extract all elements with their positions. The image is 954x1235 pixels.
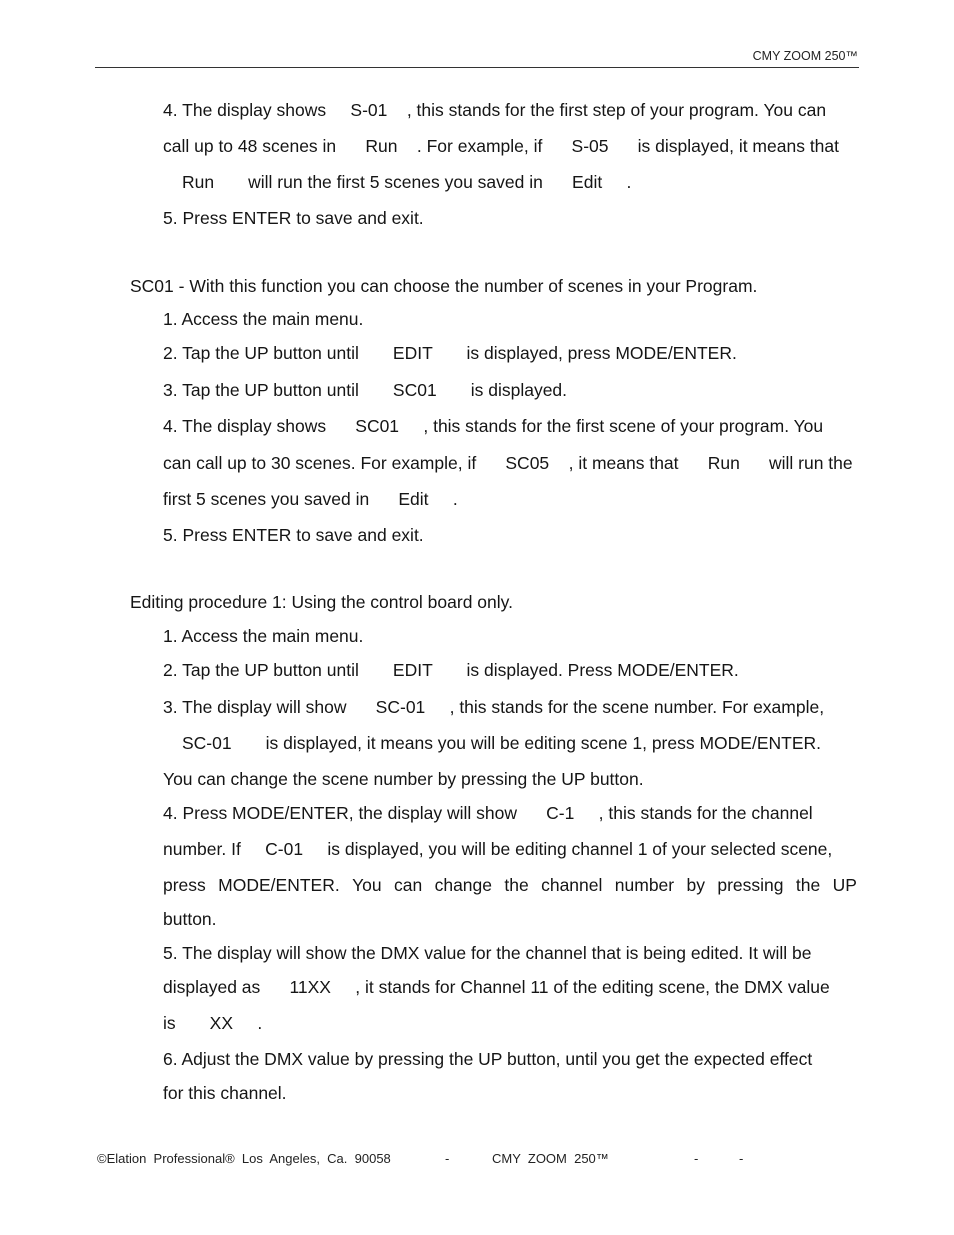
text-line: is XX . [163, 1013, 263, 1033]
text-line: button. [163, 909, 217, 929]
justified-text-line [163, 874, 857, 896]
header-title: CMY ZOOM 250™ [752, 49, 858, 63]
justified-word: pressing [717, 875, 784, 895]
text-line: call up to 48 scenes in Run . For example, if S-05 is displayed, it means that [163, 136, 840, 156]
justified-word: UP [832, 875, 857, 895]
justified-word: the [795, 875, 821, 895]
text-line: 4. The display shows S-01 , this stands for the first step of your program. You can [163, 100, 827, 120]
footer-separator: - [739, 1151, 744, 1166]
justified-word: number [614, 875, 675, 895]
justified-word: the [504, 875, 529, 895]
text-line: 3. The display will show SC-01 , this stands for the scene number. For example, [163, 697, 825, 717]
section-heading: Editing procedure 1: Using the control board only. [130, 592, 513, 612]
footer-copyright: ©Elation Professional® Los Angeles, Ca. 90058 [97, 1151, 391, 1166]
text-line: 2. Tap the UP button until EDIT is displayed, press MODE/ENTER. [163, 343, 737, 363]
text-line: 5. Press ENTER to save and exit. [163, 208, 424, 228]
justified-word: channel [541, 875, 603, 895]
text-line: 5. Press ENTER to save and exit. [163, 525, 424, 545]
text-line: 4. The display shows SC01 , this stands for the first scene of your program. You [163, 416, 824, 436]
text-line: number. If C-01 is displayed, you will be editing channel 1 of your selected scene, [163, 839, 833, 859]
text-line: 5. The display will show the DMX value for the channel that is being edited. It will be [163, 943, 812, 963]
text-line: SC-01 is displayed, it means you will be editing scene 1, press MODE/ENTER. [182, 733, 822, 753]
justified-word: can [394, 875, 423, 895]
text-line: 6. Adjust the DMX value by pressing the UP button, until you get the expected effect [163, 1049, 813, 1069]
justified-word: press [163, 875, 206, 895]
justified-word: change [434, 875, 493, 895]
text-line: Run will run the first 5 scenes you saved in Edit . [182, 172, 632, 192]
text-line: You can change the scene number by pressing the UP button. [163, 769, 644, 789]
section-heading: SC01 - With this function you can choose the number of scenes in your Program. [130, 276, 758, 296]
text-line: 3. Tap the UP button until SC01 is displayed. [163, 380, 568, 400]
header-rule [95, 67, 859, 68]
text-line: first 5 scenes you saved in Edit . [163, 489, 458, 509]
text-line: 2. Tap the UP button until EDIT is displayed. Press MODE/ENTER. [163, 660, 739, 680]
text-line: for this channel. [163, 1083, 287, 1103]
text-line: displayed as 11XX , it stands for Channel 11 of the editing scene, the DMX value [163, 977, 830, 997]
text-line: 1. Access the main menu. [163, 626, 364, 646]
justified-word: You [352, 875, 382, 895]
text-line: 1. Access the main menu. [163, 309, 364, 329]
text-line: 4. Press MODE/ENTER, the display will show C-1 , this stands for the channel [163, 803, 813, 823]
footer-separator: - [694, 1151, 699, 1166]
justified-word: by [686, 875, 705, 895]
footer-separator: - [445, 1151, 450, 1166]
footer-product: CMY ZOOM 250™ [492, 1151, 609, 1166]
text-line: can call up to 30 scenes. For example, if SC05 , it means that Run will run the [163, 453, 853, 473]
justified-word: MODE/ENTER. [218, 875, 340, 895]
